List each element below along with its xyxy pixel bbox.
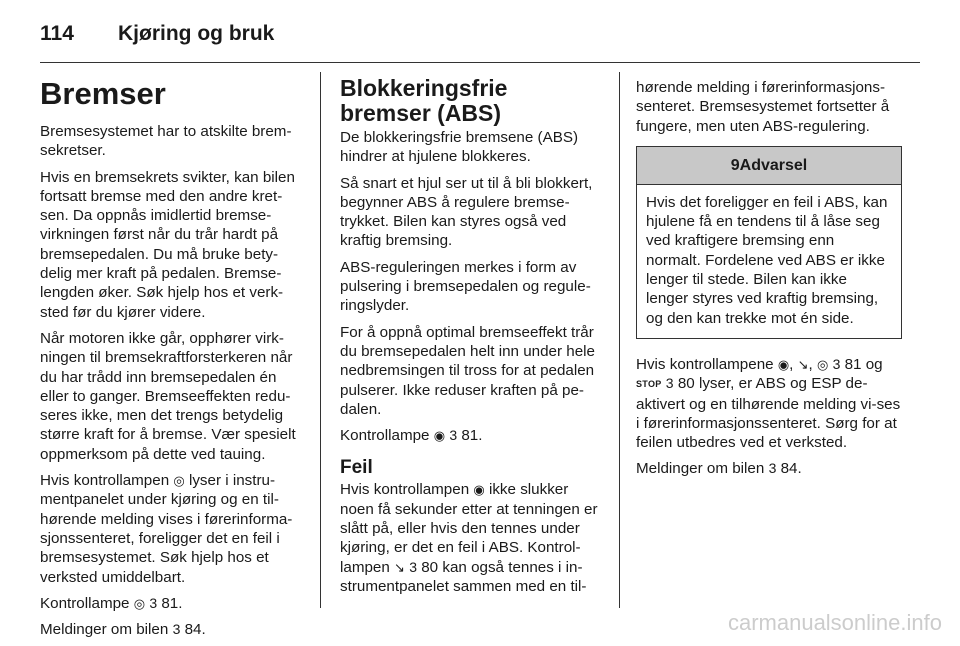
page-number: 114 — [40, 22, 74, 45]
warning-text: Hvis det foreligger en feil i ABS, kan hjulene få en tendens til å låse seg ved kraftigere bremsing enn normalt. Fordelene ved ABS er ikke lenger til stede. Bilen kan ikke lenger styres ved kraftig bremsing, og den kan trekke mot én side. — [646, 193, 888, 327]
wrench-icon: ↘ — [394, 559, 405, 575]
text: lyser i instru-mentpanelet under kjøring og en til-hørende melding vises i førerinforma-sjonssenteret, foreligger det en feil i bremsesystemet. Søk hjelp hos et verksted umiddelbart. — [40, 472, 293, 586]
warning-body — [637, 185, 901, 338]
paragraph — [40, 471, 302, 587]
column-divider-2 — [619, 72, 620, 608]
page-reference[interactable]: 81. — [161, 594, 183, 612]
page-reference[interactable]: 81 — [844, 355, 862, 373]
text: Hvis kontrollampene — [636, 355, 774, 373]
warning-header — [637, 147, 901, 185]
stop-icon: STOP — [636, 379, 662, 390]
text: lyser, er ABS og ESP de-aktivert og en tilhørende melding vi-ses i førerinformasjonssenteret. Sørg for at feilen utbedres ved et verksted. — [636, 375, 901, 452]
page-reference-icon: 3 — [449, 427, 458, 444]
brake-warning-icon: ◎ — [173, 473, 185, 489]
paragraph: Hvis en bremsekrets svikter, kan bilen fortsatt bremse med den andre kret-sen. Da oppnås imidlertid bremse-virkningen først når du trår hardt på bremsepedalen. Du må bruke bety-delig mer kraft på pedalen. Bremse-lengden øker. Søk hjelp hos et verk-sted før du kjører videre. — [40, 168, 295, 321]
page-reference-icon: 3 — [665, 375, 674, 392]
paragraph: Bremsesystemet har to atskilte brem-sekretser. — [40, 123, 292, 160]
page-reference[interactable]: 81. — [461, 427, 483, 445]
text: Kontrollampe — [40, 594, 130, 612]
text: Hvis kontrollampen — [40, 472, 170, 490]
warning-box — [636, 146, 902, 339]
page-reference-icon: 3 — [149, 594, 158, 611]
page-reference-icon: 3 — [409, 558, 417, 575]
paragraph — [340, 480, 603, 596]
column-abs-continued — [636, 78, 902, 486]
text: kan også tennes i in-strumentpanelet sammen med en til- — [340, 558, 587, 595]
warning-icon: 9 — [730, 156, 740, 174]
text: og — [865, 355, 883, 373]
page-reference-icon: 3 — [832, 355, 841, 372]
paragraph — [40, 594, 302, 613]
paragraph: Så snart et hjul ser ut til å bli blokkert, begynner ABS å regulere bremse-trykket. Bilen kan styres også ved kraftig bremsing. — [340, 174, 593, 250]
paragraph: Hvis kontrollampene ◉, ↘, ◎ 3 81 og STOP 3 80 lyser, er ABS og ESP de-aktivert og en tilhørende melding vi-ses i førerinformasjonssenteret. Sørg for at feilen utbedres ved et verksted. — [636, 355, 901, 452]
brake-warning-icon: ◎ — [816, 356, 829, 372]
section-heading-abs: Blokkeringsfrie bremser (ABS) — [340, 75, 508, 126]
paragraph: De blokkeringsfrie bremsene (ABS) hindrer at hjulene blokkeres. — [340, 129, 579, 166]
brake-warning-icon: ◎ — [133, 595, 146, 611]
text: Hvis kontrollampen — [340, 481, 470, 499]
page-reference[interactable]: 84. — [184, 621, 206, 639]
chapter-title: Kjøring og bruk — [118, 22, 275, 45]
page-reference[interactable]: 80 — [677, 375, 695, 393]
header-rule — [40, 62, 920, 63]
text: Kontrollampe — [340, 427, 430, 445]
paragraph — [40, 620, 302, 639]
paragraph — [636, 459, 902, 478]
column-abs — [340, 76, 603, 603]
abs-warning-icon: ◉ — [433, 428, 446, 444]
text: Meldinger om bilen — [40, 621, 169, 639]
paragraph: hørende melding i førerinformasjons-senteret. Bremsesystemet fortsetter å fungere, men uten ABS-regulering. — [636, 79, 890, 135]
paragraph: Når motoren ikke går, opphører virk-ningen til bremsekraftforsterkeren når du har trådd inn bremsepedalen én eller to ganger. Bremseeffekten redu-seres ikke, men det trengs betydelig større kraft for å bremse. Vær spesielt oppmerksom på dette ved tauing. — [40, 329, 296, 463]
page-reference-icon: 3 — [768, 460, 777, 477]
abs-warning-icon: ◉ — [473, 482, 485, 498]
paragraph: For å oppnå optimal bremseeffekt trår du bremsepedalen helt inn under hele nedbremsingen til tross for at pedalen pulserer. Ikke reduser kraften på pe-dalen. — [340, 323, 595, 418]
paragraph: ABS-reguleringen merkes i form av pulsering i bremsepedalen og regule-ringslyder. — [340, 258, 591, 315]
text: ikke slukker noen få sekunder etter at tenningen er slått på, eller hvis den tennes under kjøring, er det en feil i ABS. Kontrol-lampen — [340, 481, 598, 576]
column-divider-1 — [320, 72, 321, 608]
column-brakes — [40, 76, 302, 646]
page-reference-icon: 3 — [172, 621, 181, 638]
warning-title: Advarsel — [739, 156, 808, 174]
text: Meldinger om bilen — [636, 460, 765, 478]
page-reference[interactable]: 84. — [780, 460, 802, 478]
wrench-icon: ↘ — [797, 356, 809, 372]
abs-warning-icon: ◉ — [777, 356, 790, 372]
subheading-fault: Feil — [340, 457, 373, 479]
section-heading-brakes: Bremser — [40, 76, 166, 111]
page-reference[interactable]: 80 — [421, 558, 439, 576]
paragraph — [340, 426, 603, 445]
watermark: carmanualsonline.info — [727, 610, 942, 635]
